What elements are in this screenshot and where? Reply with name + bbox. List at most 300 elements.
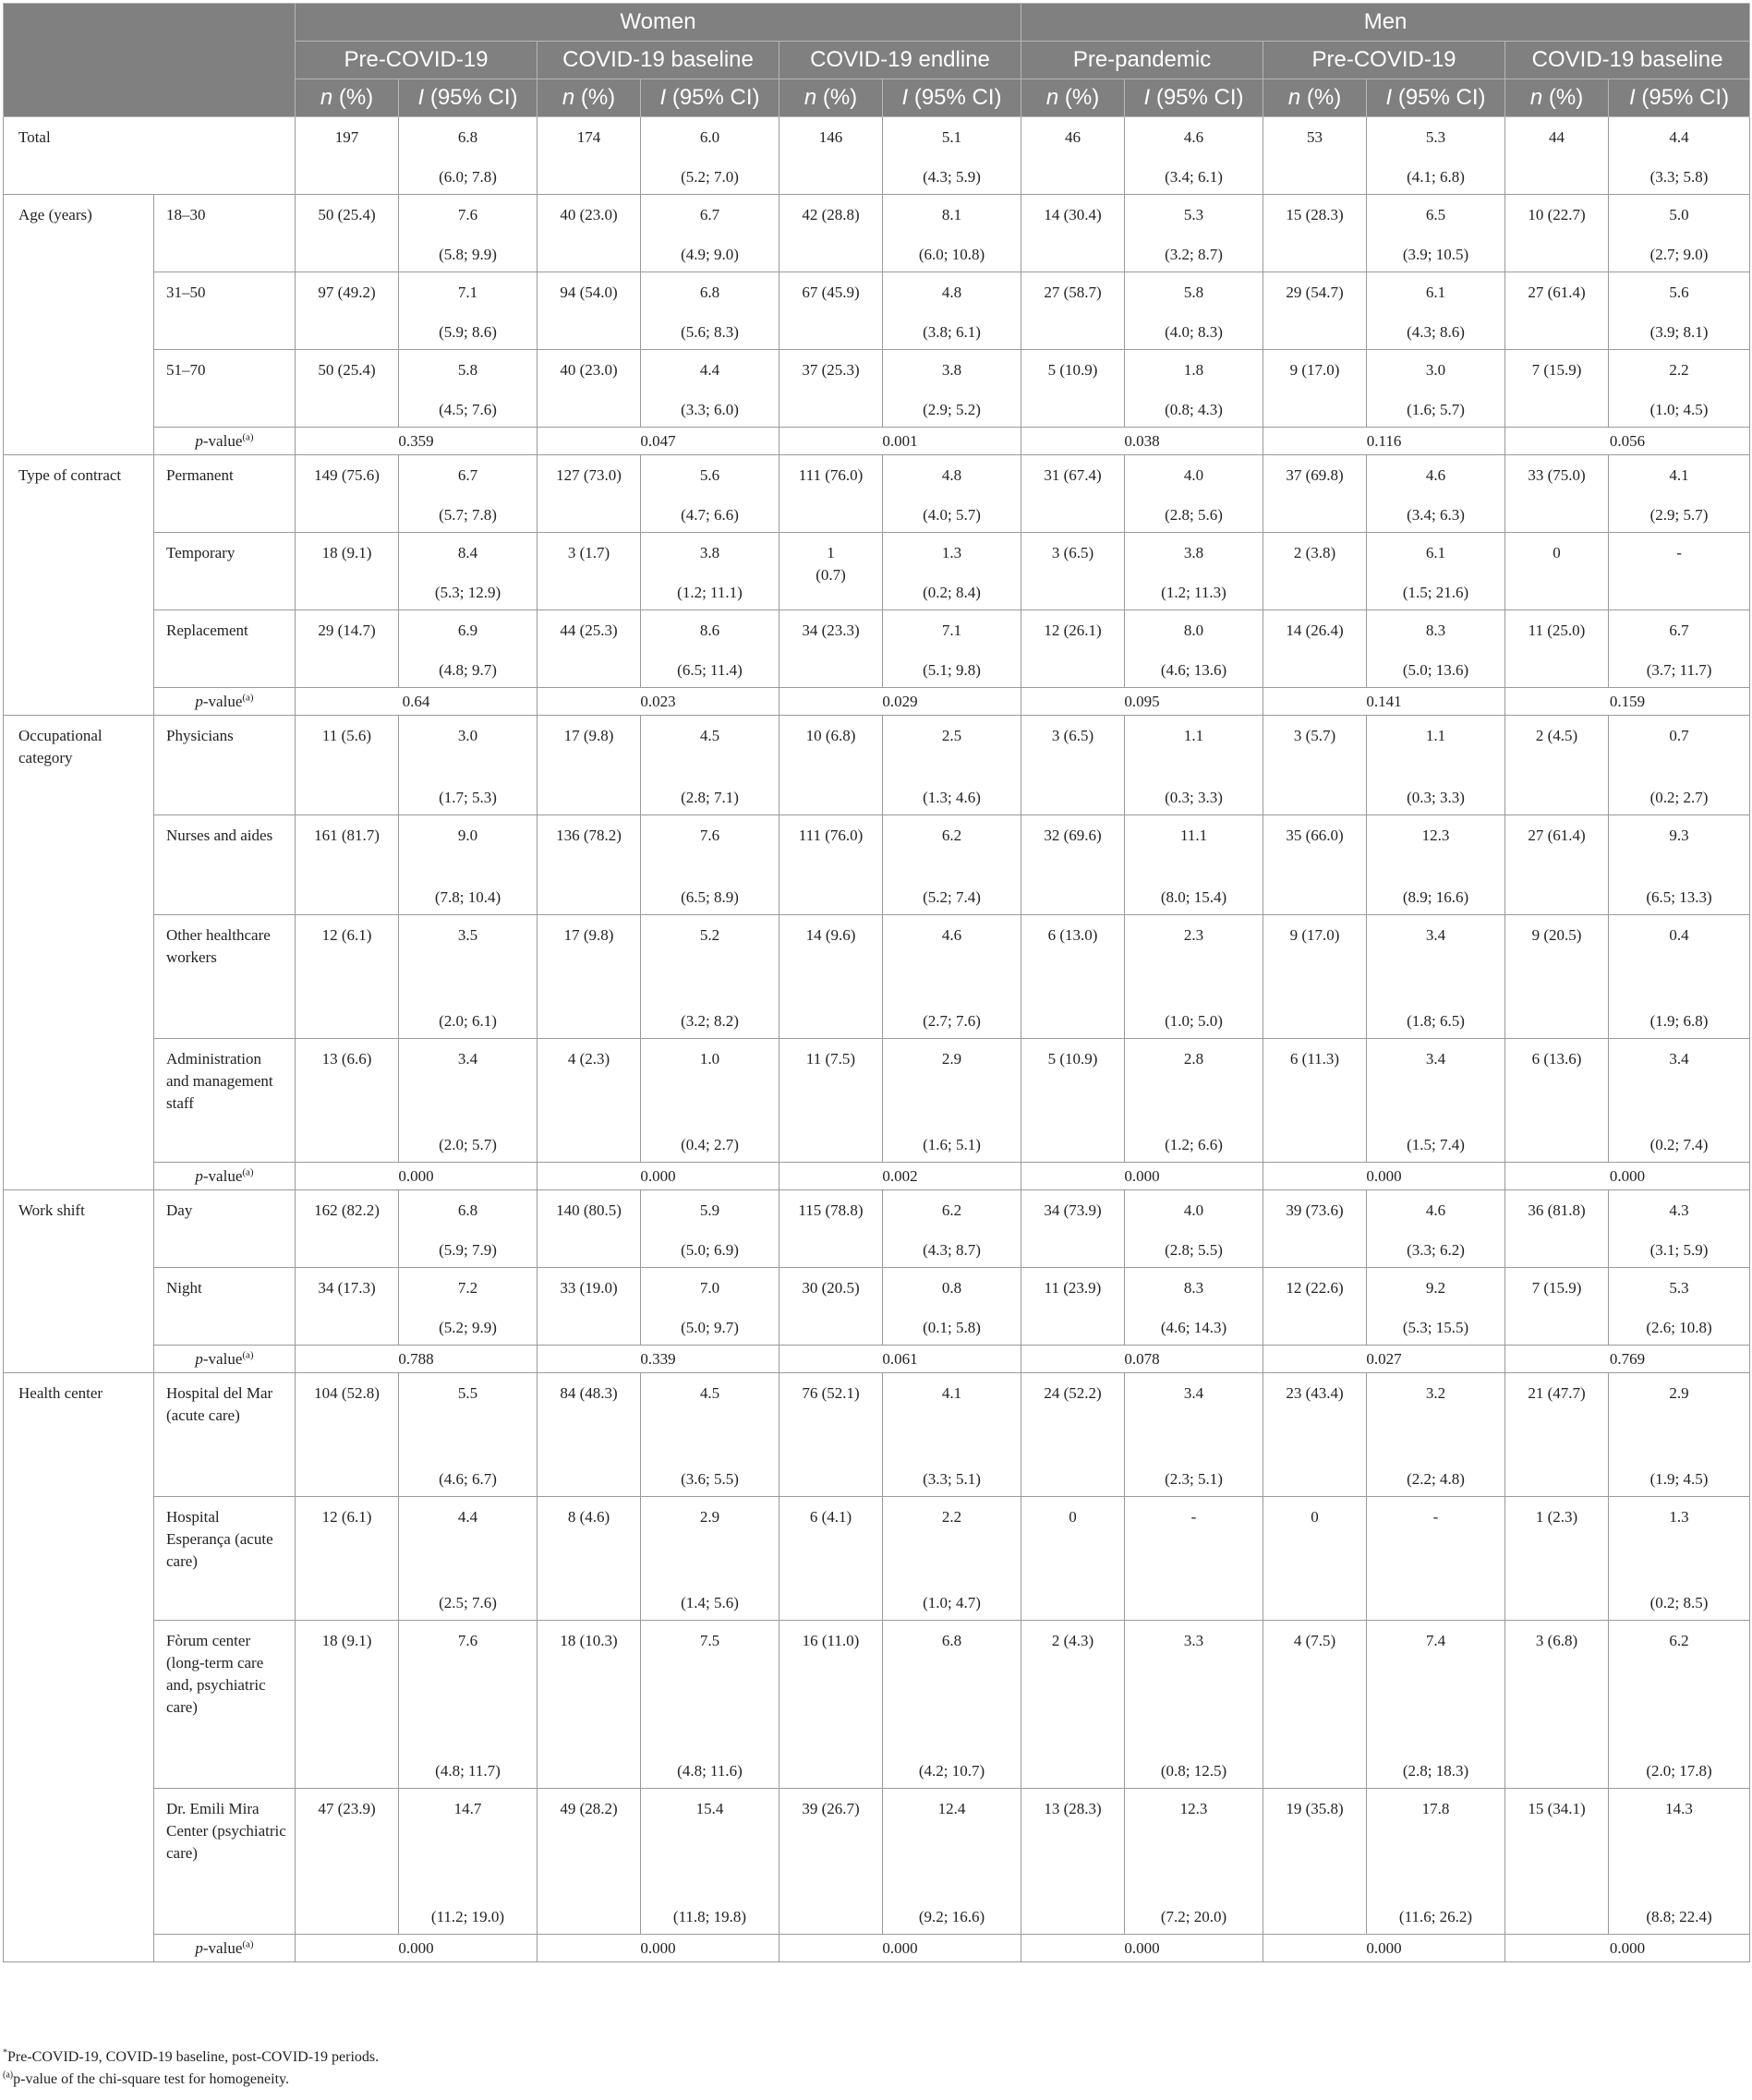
incidence-cell [1609,195,1750,272]
count-cell: 146 [779,117,883,195]
incidence-cell [883,716,1021,815]
confidence-interval: (2.9; 5.7) [1649,506,1709,524]
incidence-estimate: 6.2 [941,1201,962,1219]
pvalue-cell: 0.000 [296,1935,538,1962]
incidence-estimate: 2.9 [1669,1384,1689,1402]
confidence-interval: (3.6; 5.5) [681,1470,739,1488]
incidence-cell [399,272,538,350]
pvalue-cell: 0.027 [1263,1346,1505,1373]
row-sublabel: Dr. Emili Mira Center (psychiatric care) [154,1789,296,1935]
confidence-interval: (7.2; 20.0) [1160,1908,1227,1925]
header-subcolumn: I (95% CI) [883,79,1021,117]
pvalue-cell: 0.056 [1505,428,1750,455]
pvalue-cell: 0.002 [779,1163,1021,1190]
pvalue-row [4,1163,1750,1190]
confidence-interval: (0.2; 7.4) [1649,1136,1709,1153]
count-cell: 39 (26.7) [779,1789,883,1935]
pvalue-cell: 0.64 [296,688,538,716]
confidence-interval: (0.2; 2.7) [1649,789,1709,806]
row-group-label: Health center [4,1373,154,1962]
header-subcolumn: I (95% CI) [1125,79,1263,117]
incidence-cell [1125,1039,1263,1163]
incidence-estimate: 5.1 [941,128,962,146]
count-cell: 149 (75.6) [296,455,399,533]
pvalue-cell: 0.359 [296,428,538,455]
confidence-interval: (1.9; 4.5) [1649,1470,1709,1488]
incidence-cell [1125,350,1263,428]
table-row [4,533,1750,610]
count-cell: 10 (22.7) [1505,195,1609,272]
incidence-estimate: 12.3 [1421,827,1450,844]
confidence-interval: (6.5; 8.9) [681,888,739,906]
confidence-interval: (5.2; 7.0) [681,168,739,186]
confidence-interval: (2.0; 6.1) [439,1012,497,1030]
incidence-estimate: 4.6 [1425,466,1446,484]
confidence-interval: (0.8; 12.5) [1160,1762,1227,1780]
incidence-estimate: 3.5 [457,926,478,944]
confidence-interval: (1.2; 11.1) [677,584,743,601]
incidence-cell [399,533,538,610]
incidence-cell [1125,533,1263,610]
incidence-cell [883,272,1021,350]
incidence-estimate: 7.2 [457,1279,478,1297]
incidence-cell [641,1039,779,1163]
confidence-interval: (2.8; 5.5) [1165,1241,1223,1259]
incidence-estimate: 6.7 [457,466,478,484]
incidence-estimate: 12.4 [937,1800,966,1817]
footnotes [3,2046,379,2091]
incidence-estimate: 4.0 [1183,466,1204,484]
count-cell: 7 (15.9) [1505,1268,1609,1346]
count-cell: 27 (58.7) [1021,272,1125,350]
incidence-estimate: 4.6 [1183,128,1204,146]
count-cell: 13 (6.6) [296,1039,399,1163]
incidence-cell [641,195,779,272]
count-cell: 76 (52.1) [779,1373,883,1497]
footnote-line [3,2069,379,2091]
incidence-cell [641,1789,779,1935]
count-cell: 13 (28.3) [1021,1789,1125,1935]
incidence-cell [1367,1268,1505,1346]
footnote-line [3,2046,379,2069]
count-cell: 40 (23.0) [538,195,641,272]
count-cell: 40 (23.0) [538,350,641,428]
pvalue-row [4,428,1750,455]
confidence-interval: (4.8; 11.6) [677,1762,743,1780]
footnote-text: Pre-COVID-19, COVID-19 baseline, post-COVID-19 periods. [7,2049,380,2065]
header-subcolumn: I (95% CI) [641,79,779,117]
count-cell: 127 (73.0) [538,455,641,533]
incidence-cell [1367,1789,1505,1935]
header-period: Pre-COVID-19 [296,42,538,79]
incidence-estimate: 4.5 [699,727,720,744]
confidence-interval: (1.6; 5.1) [923,1136,981,1153]
incidence-estimate: 4.1 [941,1384,962,1402]
table-row [4,350,1750,428]
incidence-estimate: - [1190,1508,1197,1526]
count-cell: 2 (3.8) [1263,533,1367,610]
confidence-interval: (2.2; 4.8) [1407,1470,1465,1488]
confidence-interval: (4.2; 10.7) [918,1762,985,1780]
confidence-interval: (5.3; 12.9) [434,584,501,601]
incidence-estimate: 4.4 [457,1508,478,1526]
count-cell: 84 (48.3) [538,1373,641,1497]
count-cell: 2 (4.5) [1505,716,1609,815]
incidence-estimate: 7.6 [457,1632,478,1649]
count-cell: 9 (20.5) [1505,915,1609,1039]
incidence-estimate: 9.2 [1425,1279,1446,1297]
pvalue-row [4,688,1750,716]
count-cell: 33 (19.0) [538,1268,641,1346]
incidence-estimate: 4.1 [1669,466,1689,484]
incidence-cell [1125,1373,1263,1497]
confidence-interval: (1.8; 6.5) [1407,1012,1465,1030]
incidence-cell [399,350,538,428]
count-cell: 14 (26.4) [1263,610,1367,688]
incidence-estimate: 0.4 [1669,926,1689,944]
incidence-estimate: 1.0 [699,1050,720,1068]
pvalue-cell: 0.000 [1263,1163,1505,1190]
confidence-interval: (0.4; 2.7) [681,1136,739,1153]
incidence-cell [1367,716,1505,815]
incidence-estimate: 4.5 [699,1384,720,1402]
count-cell: 4 (2.3) [538,1039,641,1163]
confidence-interval: (5.2; 7.4) [923,888,981,906]
incidence-cell [883,1497,1021,1621]
confidence-interval: (4.6; 13.6) [1160,661,1227,679]
incidence-cell [1609,716,1750,815]
header-period: Pre-COVID-19 [1263,42,1505,79]
count-cell: 44 [1505,117,1609,195]
count-cell: 37 (69.8) [1263,455,1367,533]
count-cell: 67 (45.9) [779,272,883,350]
confidence-interval: (2.8; 7.1) [681,789,739,806]
table-row [4,1373,1750,1497]
pvalue-cell: 0.141 [1263,688,1505,716]
incidence-estimate: 5.9 [699,1201,720,1219]
confidence-interval: (6.0; 10.8) [918,246,985,263]
count-cell: 29 (54.7) [1263,272,1367,350]
confidence-interval: (5.6; 8.3) [681,323,739,341]
pvalue-cell: 0.078 [1021,1346,1263,1373]
incidence-cell [641,1497,779,1621]
confidence-interval: (3.3; 5.8) [1649,168,1709,186]
incidence-estimate: 6.0 [699,128,720,146]
incidence-cell [883,1039,1021,1163]
incidence-estimate: 5.5 [457,1384,478,1402]
table-header [4,4,1750,117]
table-row [4,716,1750,815]
confidence-interval: (1.0; 4.7) [923,1594,981,1611]
count-cell: 7 (15.9) [1505,350,1609,428]
count-cell: 6 (11.3) [1263,1039,1367,1163]
incidence-estimate: 3.8 [699,544,720,561]
incidence-cell [641,1373,779,1497]
confidence-interval: (3.3; 6.2) [1407,1241,1465,1259]
count-cell: 12 (22.6) [1263,1268,1367,1346]
count-cell: 97 (49.2) [296,272,399,350]
confidence-interval: (11.2; 19.0) [430,1908,505,1925]
confidence-interval: (0.3; 3.3) [1407,789,1465,806]
incidence-estimate: 1.3 [1669,1508,1689,1526]
count-cell: 6 (13.6) [1505,1039,1609,1163]
confidence-interval: (4.3; 8.6) [1407,323,1465,341]
incidence-cell [883,195,1021,272]
table-row [4,1789,1750,1935]
confidence-interval: (2.0; 17.8) [1646,1762,1712,1780]
incidence-cell [399,195,538,272]
incidence-estimate: 1.1 [1183,727,1204,744]
pvalue-cell: 0.159 [1505,688,1750,716]
incidence-estimate: 5.3 [1669,1279,1689,1297]
count-cell: 1 (0.7) [779,533,883,610]
pvalue-label: p-value$^{(a)}$ [154,688,296,716]
incidence-cell [1609,455,1750,533]
pvalue-cell: 0.095 [1021,688,1263,716]
row-sublabel: Administration and management staff [154,1039,296,1163]
incidence-estimate: 2.8 [1183,1050,1204,1068]
incidence-estimate: 8.4 [457,544,478,561]
pvalue-cell: 0.000 [779,1935,1021,1962]
confidence-interval: (4.1; 6.8) [1407,168,1465,186]
incidence-cell [399,1268,538,1346]
pvalue-label: p-value$^{(a)}$ [154,428,296,455]
pvalue-cell: 0.000 [1021,1935,1263,1962]
row-group-label: Age (years) [4,195,154,455]
incidence-estimate: 8.1 [941,206,962,223]
pvalue-cell: 0.000 [1263,1935,1505,1962]
incidence-cell [1367,1190,1505,1268]
row-sublabel: Temporary [154,533,296,610]
count-cell: 111 (76.0) [779,455,883,533]
footnote-marker: (a) [3,2070,14,2081]
incidence-cell [1125,610,1263,688]
incidence-estimate: 6.8 [457,128,478,146]
header-subcolumn: I (95% CI) [1609,79,1750,117]
incidence-cell [1609,610,1750,688]
incidence-estimate: 2.9 [699,1508,720,1526]
pvalue-cell: 0.116 [1263,428,1505,455]
table-row [4,610,1750,688]
confidence-interval: (4.8; 11.7) [435,1762,501,1780]
confidence-interval: (4.6; 6.7) [439,1470,497,1488]
header-subcolumn: I (95% CI) [1367,79,1505,117]
footnote-marker: * [3,2047,7,2058]
incidence-estimate: 8.3 [1425,622,1446,639]
count-cell: 14 (30.4) [1021,195,1125,272]
incidence-estimate: 2.5 [941,727,962,744]
confidence-interval: (1.3; 4.6) [923,789,981,806]
count-cell: 46 [1021,117,1125,195]
header-subcolumn: n (%) [779,79,883,117]
row-sublabel: Hospital del Mar (acute care) [154,1373,296,1497]
row-sublabel: 18–30 [154,195,296,272]
confidence-interval: (2.0; 5.7) [439,1136,497,1153]
incidence-estimate: 3.4 [457,1050,478,1068]
incidence-estimate: 3.3 [1183,1632,1204,1649]
count-cell: 104 (52.8) [296,1373,399,1497]
incidence-cell [641,1190,779,1268]
incidence-cell [1609,350,1750,428]
incidence-estimate: - [1676,544,1682,561]
incidence-cell [399,1190,538,1268]
incidence-cell [883,1789,1021,1935]
incidence-estimate: 4.4 [1669,128,1689,146]
confidence-interval: (2.9; 5.2) [923,401,981,418]
incidence-estimate: 4.6 [1425,1201,1446,1219]
header-period: COVID-19 baseline [1505,42,1750,79]
incidence-estimate: 15.4 [695,1800,724,1817]
header-subcolumn: n (%) [1263,79,1367,117]
incidence-estimate: 5.6 [1669,284,1689,301]
confidence-interval: (1.4; 5.6) [681,1594,739,1611]
incidence-estimate: 12.3 [1179,1800,1208,1817]
count-cell: 3 (1.7) [538,533,641,610]
incidence-cell [1125,117,1263,195]
confidence-interval: (0.8; 4.3) [1165,401,1223,418]
table-container [3,3,1749,1962]
count-cell: 11 (25.0) [1505,610,1609,688]
pvalue-cell: 0.000 [1505,1935,1750,1962]
count-cell: 15 (34.1) [1505,1789,1609,1935]
count-cell: 12 (26.1) [1021,610,1125,688]
incidence-cell [1367,533,1505,610]
count-cell: 6 (4.1) [779,1497,883,1621]
count-cell: 6 (13.0) [1021,915,1125,1039]
count-cell: 10 (6.8) [779,716,883,815]
table-row [4,1190,1750,1268]
incidence-estimate: 3.4 [1183,1384,1204,1402]
count-cell: 50 (25.4) [296,195,399,272]
incidence-cell [1609,1621,1750,1789]
pvalue-cell: 0.000 [538,1935,779,1962]
incidence-cell [641,915,779,1039]
confidence-interval: (2.6; 10.8) [1646,1319,1712,1336]
incidence-estimate: 6.1 [1425,284,1446,301]
confidence-interval: (8.8; 22.4) [1646,1908,1712,1925]
incidence-cell [1609,1497,1750,1621]
count-cell: 14 (9.6) [779,915,883,1039]
confidence-interval: (8.0; 15.4) [1160,888,1227,906]
header-subcolumn: n (%) [1021,79,1125,117]
count-cell: 0 [1263,1497,1367,1621]
confidence-interval: (3.2; 8.7) [1165,246,1223,263]
confidence-interval: (5.1; 9.8) [923,661,981,679]
incidence-estimate: 8.6 [699,622,720,639]
incidence-cell [1367,815,1505,915]
count-cell: 33 (75.0) [1505,455,1609,533]
count-cell: 27 (61.4) [1505,815,1609,915]
confidence-interval: (5.9; 8.6) [439,323,497,341]
incidence-cell [1367,272,1505,350]
confidence-interval: (4.3; 8.7) [923,1241,981,1259]
incidence-cell [1125,1621,1263,1789]
incidence-estimate: 6.5 [1425,206,1446,223]
count-cell: 49 (28.2) [538,1789,641,1935]
incidence-estimate: 6.9 [457,622,478,639]
incidence-cell [641,455,779,533]
incidence-cell [1125,1497,1263,1621]
confidence-interval: (5.0; 13.6) [1402,661,1469,679]
incidence-estimate: 6.7 [699,206,720,223]
count-cell: 47 (23.9) [296,1789,399,1935]
incidence-cell [883,350,1021,428]
count-cell: 0 [1021,1497,1125,1621]
confidence-interval: (11.8; 19.8) [672,1908,747,1925]
confidence-interval: (0.2; 8.4) [923,584,981,601]
header-period: COVID-19 endline [779,42,1021,79]
incidence-cell [1367,195,1505,272]
count-cell: 4 (7.5) [1263,1621,1367,1789]
incidence-cell [399,1373,538,1497]
header-subcolumn: n (%) [296,79,399,117]
pvalue-cell: 0.047 [538,428,779,455]
count-cell: 3 (6.5) [1021,716,1125,815]
confidence-interval: (3.4; 6.3) [1407,506,1465,524]
incidence-estimate: 3.4 [1425,1050,1446,1068]
pvalue-label: p-value$^{(a)}$ [154,1935,296,1962]
count-cell: 34 (17.3) [296,1268,399,1346]
count-cell: 197 [296,117,399,195]
confidence-interval: (4.7; 6.6) [681,506,739,524]
incidence-cell [883,117,1021,195]
row-sublabel: Hospital Esperança (acute care) [154,1497,296,1621]
confidence-interval: (1.9; 6.8) [1649,1012,1709,1030]
pvalue-cell: 0.023 [538,688,779,716]
count-cell: 140 (80.5) [538,1190,641,1268]
incidence-cell [883,1621,1021,1789]
incidence-cell [641,815,779,915]
incidence-cell [1125,272,1263,350]
incidence-cell [399,1039,538,1163]
confidence-interval: (6.5; 13.3) [1646,888,1712,906]
pvalue-cell: 0.000 [1505,1163,1750,1190]
incidence-cell [1609,533,1750,610]
incidence-cell [1367,1497,1505,1621]
incidence-estimate: 7.6 [699,827,720,844]
table-row [4,815,1750,915]
incidence-cell [1125,716,1263,815]
table-row [4,1621,1750,1789]
count-cell: 111 (76.0) [779,815,883,915]
count-cell: 18 (10.3) [538,1621,641,1789]
count-cell: 12 (6.1) [296,1497,399,1621]
count-cell: 161 (81.7) [296,815,399,915]
incidence-estimate: 5.8 [1183,284,1204,301]
incidence-estimate: 4.0 [1183,1201,1204,1219]
incidence-estimate: 7.5 [699,1632,720,1649]
pvalue-cell: 0.769 [1505,1346,1750,1373]
confidence-interval: (4.8; 9.7) [439,661,497,679]
incidence-cell [1367,455,1505,533]
count-cell: 115 (78.8) [779,1190,883,1268]
incidence-estimate: 6.8 [941,1632,962,1649]
header-blank-cell [4,4,296,117]
confidence-interval: (1.0; 5.0) [1165,1012,1223,1030]
incidence-estimate: 7.6 [457,206,478,223]
incidence-cell [1367,610,1505,688]
incidence-estimate: 7.1 [457,284,478,301]
incidence-cell [1125,1268,1263,1346]
count-cell: 37 (25.3) [779,350,883,428]
count-cell: 136 (78.2) [538,815,641,915]
incidence-estimate: 5.0 [1669,206,1689,223]
incidence-estimate: 5.3 [1183,206,1204,223]
count-cell: 29 (14.7) [296,610,399,688]
count-cell: 44 (25.3) [538,610,641,688]
confidence-interval: (2.8; 5.6) [1165,506,1223,524]
header-group-men: Men [1021,4,1750,42]
